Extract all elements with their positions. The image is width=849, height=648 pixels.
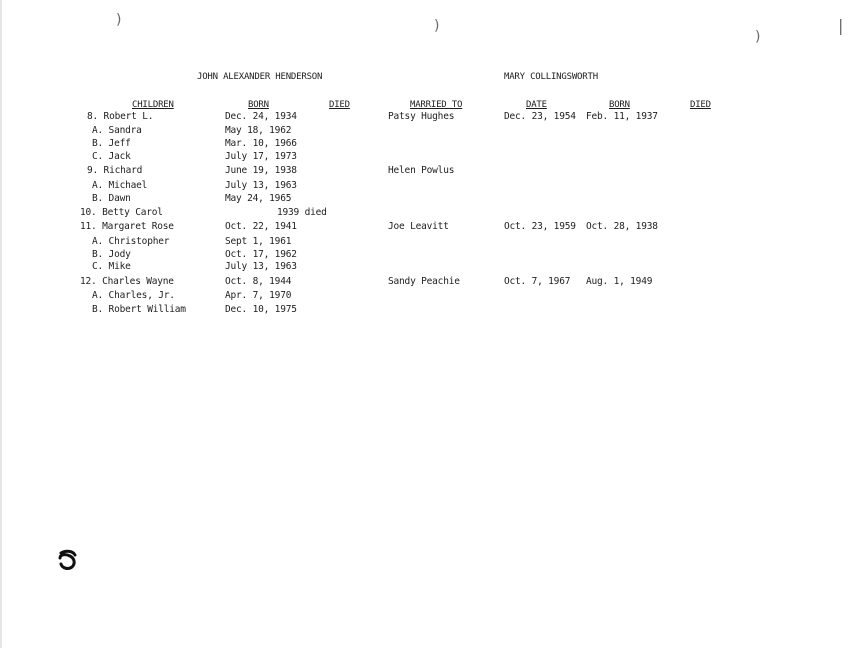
spouse-name: Sandy Peachie: [388, 276, 460, 287]
spouse-name: Patsy Hughes: [388, 111, 455, 122]
child-name: 8. Robert L.: [87, 111, 154, 122]
child-born: July 17, 1973: [225, 151, 297, 162]
father-name: JOHN ALEXANDER HENDERSON: [197, 72, 323, 82]
child-name: B. Robert William: [92, 304, 186, 315]
child-born: June 19, 1938: [225, 165, 297, 176]
child-born: Dec. 24, 1934: [225, 111, 297, 122]
child-name: 10. Betty Carol: [80, 207, 163, 218]
child-born: Oct. 8, 1944: [225, 276, 292, 287]
child-born: Apr. 7, 1970: [225, 290, 292, 301]
child-name: B. Dawn: [92, 193, 131, 204]
child-name: 11. Margaret Rose: [80, 221, 174, 232]
mother-name: MARY COLLINGSWORTH: [504, 72, 598, 82]
child-born: Oct. 17, 1962: [225, 249, 297, 260]
marriage-date: Dec. 23, 1954: [504, 111, 576, 122]
column-header-born: BORN: [248, 100, 269, 110]
column-header-children: CHILDREN: [132, 100, 174, 110]
child-born: Dec. 10, 1975: [225, 304, 297, 315]
marriage-date: Oct. 7, 1967: [504, 276, 571, 287]
child-name: C. Mike: [92, 261, 131, 272]
child-name: A. Sandra: [92, 125, 142, 136]
spouse-name: Helen Powlus: [388, 165, 455, 176]
scan-artifact: ): [434, 18, 440, 34]
child-born: July 13, 1963: [225, 261, 297, 272]
child-born: Sept 1, 1961: [225, 236, 292, 247]
scan-artifact: |: [838, 16, 844, 35]
child-born: Oct. 22, 1941: [225, 221, 297, 232]
page-edge: [0, 0, 2, 648]
spouse-born: Feb. 11, 1937: [586, 111, 658, 122]
child-name: A. Charles, Jr.: [92, 290, 175, 301]
spouse-born: Aug. 1, 1949: [586, 276, 653, 287]
child-name: C. Jack: [92, 151, 131, 162]
child-name: B. Jody: [92, 249, 131, 260]
column-header-spouse-died: DIED: [690, 100, 711, 110]
child-born: July 13, 1963: [225, 180, 297, 191]
spouse-born: Oct. 28, 1938: [586, 221, 658, 232]
column-header-died: DIED: [329, 100, 350, 110]
column-header-spouse-born: BORN: [609, 100, 630, 110]
column-header-married-to: MARRIED TO: [410, 100, 463, 110]
page-number-mark: [58, 548, 78, 576]
scan-artifact: ): [755, 29, 761, 45]
child-born: Mar. 10, 1966: [225, 138, 297, 149]
marriage-date: Oct. 23, 1959: [504, 221, 576, 232]
child-born: May 18, 1962: [225, 125, 292, 136]
scan-artifact: ): [116, 12, 122, 28]
child-name: A. Christopher: [92, 236, 170, 247]
child-name: B. Jeff: [92, 138, 131, 149]
child-name: 12. Charles Wayne: [80, 276, 174, 287]
spouse-name: Joe Leavitt: [388, 221, 449, 232]
child-name: A. Michael: [92, 180, 148, 191]
child-born: May 24, 1965: [225, 193, 292, 204]
child-born: 1939 died: [277, 207, 327, 218]
child-name: 9. Richard: [87, 165, 143, 176]
column-header-date: DATE: [526, 100, 547, 110]
